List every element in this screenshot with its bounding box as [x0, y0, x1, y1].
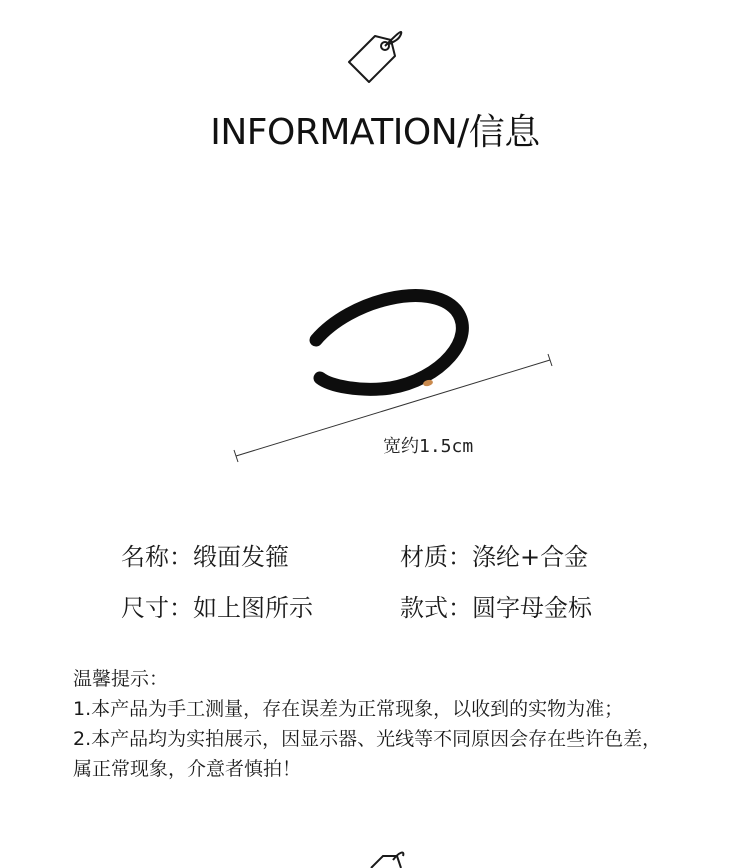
spec-size-sep: ： [169, 594, 193, 622]
spec-style-sep: ： [448, 594, 472, 622]
spec-material-key: 材质 [400, 543, 448, 571]
spec-size [121, 588, 313, 623]
notes-heading: 温馨提示： [73, 668, 169, 690]
notes-line-3: 属正常现象，介意者慎拍！ [73, 758, 302, 780]
page-title: INFORMATION/信息 [210, 112, 540, 153]
spec-name-key: 名称 [121, 543, 169, 571]
spec-name [121, 537, 289, 572]
spec-size-key: 尺寸 [121, 594, 169, 622]
spec-material [400, 537, 588, 572]
notes-line-1: 1.本产品为手工测量，存在误差为正常现象，以收到的实物为准； [73, 698, 624, 720]
spec-material-value: 涤纶+合金 [472, 543, 589, 571]
notes-line-2: 2.本产品均为实拍展示，因显示器、光线等不同原因会存在些许色差， [73, 728, 662, 750]
spec-style [400, 588, 592, 623]
spec-material-sep: ： [448, 543, 472, 571]
spec-size-value: 如上图所示 [193, 594, 313, 622]
tag-icon [345, 26, 407, 86]
spec-style-value: 圆字母金标 [472, 594, 592, 622]
tag-icon-bottom [363, 848, 413, 868]
width-label: 宽约1.5cm [383, 436, 474, 457]
notes-section [73, 664, 713, 784]
spec-name-sep: ： [169, 543, 193, 571]
spec-name-value: 缎面发箍 [193, 543, 289, 571]
spec-style-key: 款式 [400, 594, 448, 622]
